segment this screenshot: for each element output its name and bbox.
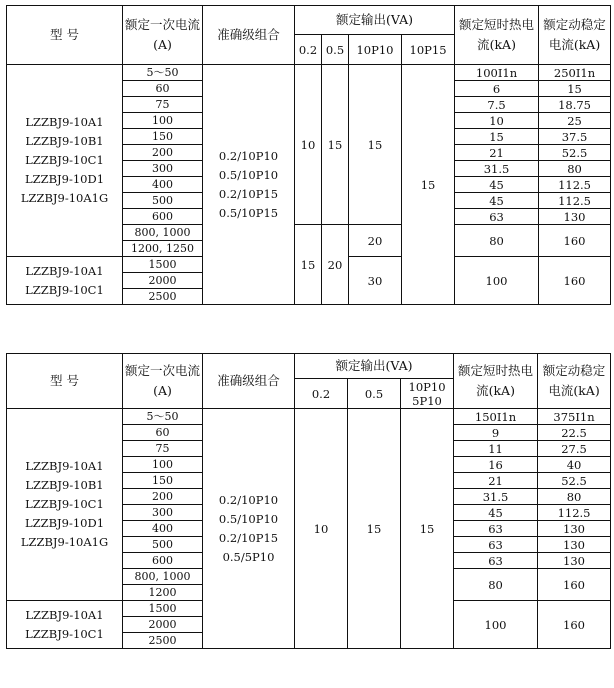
subheader-output-0.5: 0.5 [322, 35, 349, 65]
transformer-spec-table-2 [6, 353, 611, 649]
current-cell: 2500 [123, 289, 203, 305]
current-cell: 500 [123, 537, 203, 553]
output-10p15-value: 15 [402, 65, 455, 305]
current-cell: 2000 [123, 273, 203, 289]
current-cell: 75 [123, 97, 203, 113]
dynamic-cell: 80 [539, 161, 611, 177]
dynamic-cell: 250I1n [539, 65, 611, 81]
current-cell: 150 [123, 129, 203, 145]
dynamic-cell: 52.5 [538, 473, 611, 489]
thermal-cell: 100 [454, 601, 538, 649]
accuracy-combo: 0.2/10P10 [218, 492, 279, 507]
thermal-cell: 150I1n [454, 409, 538, 425]
header-rated-output: 额定输出(VA) [295, 6, 455, 35]
dynamic-cell: 27.5 [538, 441, 611, 457]
accuracy-combo: 0.2/10P15 [218, 530, 279, 545]
thermal-cell: 45 [454, 505, 538, 521]
current-cell: 2500 [123, 633, 203, 649]
subheader-output-0.2: 0.2 [295, 379, 348, 409]
current-cell: 150 [123, 473, 203, 489]
accuracy-combo: 0.5/5P10 [222, 549, 275, 564]
output-10p10-value: 15 [401, 409, 454, 649]
model-name: LZZBJ9-10A1 [25, 607, 104, 622]
output-0.5-value: 15 [322, 65, 349, 225]
accuracy-combos [203, 409, 295, 649]
thermal-cell: 100 [455, 257, 539, 305]
accuracy-combo: 0.5/10P15 [218, 205, 279, 220]
current-cell: 100 [123, 457, 203, 473]
output-10p10-value: 30 [349, 257, 402, 305]
dynamic-cell: 375I1n [538, 409, 611, 425]
thermal-cell: 21 [455, 145, 539, 161]
current-cell: 1500 [123, 257, 203, 273]
thermal-cell: 11 [454, 441, 538, 457]
model-name: LZZBJ9-10C1 [25, 282, 104, 297]
current-cell: 5～50 [123, 65, 203, 81]
current-cell: 2000 [123, 617, 203, 633]
thermal-cell: 100I1n [455, 65, 539, 81]
model-group-2 [7, 601, 123, 649]
dynamic-cell: 37.5 [539, 129, 611, 145]
current-cell: 1200, 1250 [123, 241, 203, 257]
model-name: LZZBJ9-10A1 [25, 115, 104, 129]
dynamic-cell: 15 [539, 81, 611, 97]
header-thermal-current: 额定短时热电流(kA) [454, 354, 538, 409]
thermal-cell: 45 [455, 193, 539, 209]
dynamic-cell: 25 [539, 113, 611, 129]
model-name: LZZBJ9-10B1 [25, 134, 104, 148]
subheader-output-10p15: 10P15 [402, 35, 455, 65]
model-name: LZZBJ9-10C1 [25, 626, 104, 641]
current-cell: 200 [123, 489, 203, 505]
model-name: LZZBJ9-10D1 [24, 516, 105, 530]
dynamic-cell: 112.5 [538, 505, 611, 521]
current-cell: 5～50 [123, 409, 203, 425]
current-cell: 600 [123, 553, 203, 569]
model-group-2 [7, 257, 123, 305]
output-10p10-value: 20 [349, 225, 402, 257]
accuracy-combo: 0.2/10P10 [218, 148, 279, 163]
model-name: LZZBJ9-10A1 [25, 263, 104, 278]
dynamic-cell: 160 [539, 225, 611, 257]
output-0.2-value: 10 [295, 409, 348, 649]
thermal-cell: 63 [455, 209, 539, 225]
model-name: LZZBJ9-10A1 [25, 459, 104, 473]
output-0.5-value: 20 [322, 225, 349, 305]
header-model: 型 号 [7, 6, 123, 65]
current-cell: 100 [123, 113, 203, 129]
header-model: 型 号 [7, 354, 123, 409]
transformer-spec-table-1 [6, 5, 611, 305]
thermal-cell: 10 [455, 113, 539, 129]
subheader-output-0.5: 0.5 [348, 379, 401, 409]
dynamic-cell: 80 [538, 489, 611, 505]
thermal-cell: 15 [455, 129, 539, 145]
header-dynamic-current: 额定动稳定电流(kA) [539, 6, 611, 65]
current-cell: 60 [123, 425, 203, 441]
thermal-cell: 63 [454, 537, 538, 553]
dynamic-cell: 130 [538, 537, 611, 553]
thermal-cell: 6 [455, 81, 539, 97]
current-cell: 300 [123, 161, 203, 177]
thermal-cell: 31.5 [455, 161, 539, 177]
accuracy-combo: 0.5/10P10 [218, 167, 279, 182]
dynamic-cell: 160 [539, 257, 611, 305]
dynamic-cell: 18.75 [539, 97, 611, 113]
subheader-output-0.2: 0.2 [295, 35, 322, 65]
model-group-1 [7, 409, 123, 601]
dynamic-cell: 160 [538, 569, 611, 601]
thermal-cell: 31.5 [454, 489, 538, 505]
accuracy-combo: 0.2/10P15 [218, 186, 279, 201]
header-accuracy-class: 准确级组合 [203, 354, 295, 409]
header-accuracy-class: 准确级组合 [203, 6, 295, 65]
dynamic-cell: 22.5 [538, 425, 611, 441]
current-cell: 500 [123, 193, 203, 209]
thermal-cell: 80 [454, 569, 538, 601]
model-group-1 [7, 65, 123, 257]
thermal-cell: 63 [454, 553, 538, 569]
subheader-output-10p10: 10P10 [349, 35, 402, 65]
model-name: LZZBJ9-10C1 [25, 497, 104, 511]
header-rated-primary-current: 额定一次电流(A) [123, 354, 203, 409]
dynamic-cell: 112.5 [539, 177, 611, 193]
thermal-cell: 45 [455, 177, 539, 193]
model-name: LZZBJ9-10D1 [24, 172, 105, 186]
output-0.2-value: 10 [295, 65, 322, 225]
current-cell: 300 [123, 505, 203, 521]
dynamic-cell: 112.5 [539, 193, 611, 209]
model-name: LZZBJ9-10A1G [20, 191, 109, 205]
current-cell: 800, 1000 [123, 569, 203, 585]
header-thermal-current: 额定短时热电流(kA) [455, 6, 539, 65]
header-dynamic-current: 额定动稳定电流(kA) [538, 354, 611, 409]
dynamic-cell: 40 [538, 457, 611, 473]
current-cell: 400 [123, 177, 203, 193]
model-name: LZZBJ9-10C1 [25, 153, 104, 167]
current-cell: 75 [123, 441, 203, 457]
thermal-cell: 16 [454, 457, 538, 473]
current-cell: 200 [123, 145, 203, 161]
thermal-cell: 80 [455, 225, 539, 257]
thermal-cell: 21 [454, 473, 538, 489]
accuracy-combos [203, 65, 295, 305]
subheader-output-10p10-5p10: 10P10 5P10 [401, 379, 454, 409]
thermal-cell: 7.5 [455, 97, 539, 113]
model-name: LZZBJ9-10A1G [20, 535, 109, 549]
current-cell: 1200 [123, 585, 203, 601]
output-10p10-value: 15 [349, 65, 402, 225]
dynamic-cell: 130 [538, 521, 611, 537]
thermal-cell: 63 [454, 521, 538, 537]
output-0.2-value: 15 [295, 225, 322, 305]
accuracy-combo: 0.5/10P10 [218, 511, 279, 526]
current-cell: 1500 [123, 601, 203, 617]
header-rated-output: 额定输出(VA) [295, 354, 454, 379]
current-cell: 60 [123, 81, 203, 97]
current-cell: 400 [123, 521, 203, 537]
header-rated-primary-current: 额定一次电流(A) [123, 6, 203, 65]
output-0.5-value: 15 [348, 409, 401, 649]
model-name: LZZBJ9-10B1 [25, 478, 104, 492]
dynamic-cell: 160 [538, 601, 611, 649]
current-cell: 600 [123, 209, 203, 225]
dynamic-cell: 52.5 [539, 145, 611, 161]
dynamic-cell: 130 [539, 209, 611, 225]
dynamic-cell: 130 [538, 553, 611, 569]
current-cell: 800, 1000 [123, 225, 203, 241]
thermal-cell: 9 [454, 425, 538, 441]
